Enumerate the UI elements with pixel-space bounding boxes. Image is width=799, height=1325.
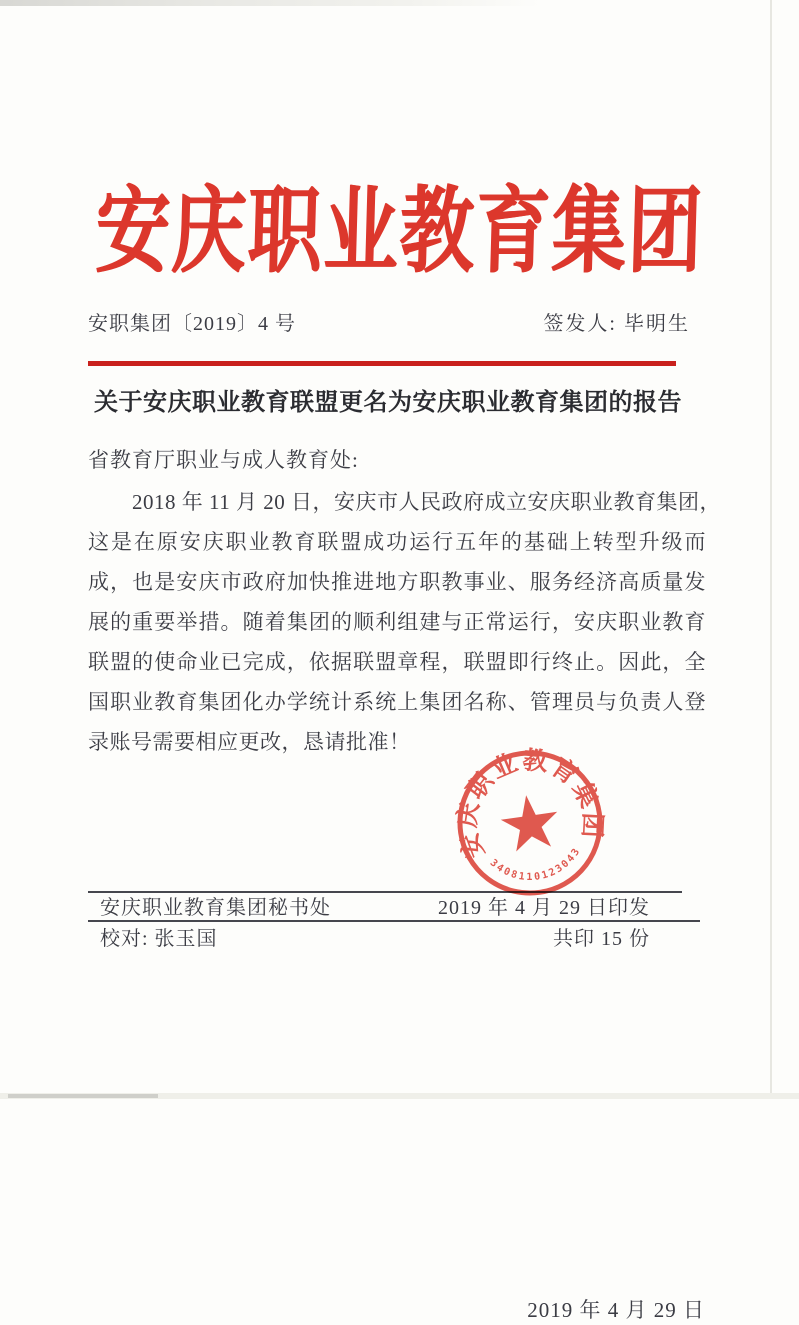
document-number: 安职集团〔2019〕4 号 xyxy=(88,313,296,335)
body-line: 这是在原安庆职业教育联盟成功运行五年的基础上转型升级而 xyxy=(88,530,706,554)
footer-rule-middle xyxy=(88,920,700,922)
document-number-row xyxy=(88,310,690,338)
body-line: 联盟的使命业已完成，依据联盟章程，联盟即行终止。因此，全 xyxy=(88,650,706,674)
print-date: 2019 年 4 月 29 日印发 xyxy=(438,897,650,919)
issuer-name: 签发人: 毕明生 xyxy=(543,313,690,335)
masthead-title: 安庆职业教育集团 xyxy=(94,180,705,286)
body-line: 展的重要举措。随着集团的顺利组建与正常运行，安庆职业教育 xyxy=(88,610,706,634)
proofreader: 校对: 张玉国 xyxy=(100,928,218,950)
footer-row-2 xyxy=(88,926,650,952)
official-seal xyxy=(437,730,622,915)
issue-date: 2019 年 4 月 29 日 xyxy=(527,1298,705,1322)
red-separator-line xyxy=(88,361,676,366)
copies-count: 共印 15 份 xyxy=(553,928,650,950)
body-line: 录账号需要相应更改，恳请批准！ xyxy=(88,730,411,754)
document-title: 关于安庆职业教育联盟更名为安庆职业教育集团的报告 xyxy=(94,389,682,416)
issuing-office: 安庆职业教育集团秘书处 xyxy=(100,897,331,919)
body-line: 成，也是安庆市政府加快推进地方职教事业、服务经济高质量发 xyxy=(88,570,706,594)
scan-artifact-bottom-left xyxy=(8,1094,158,1098)
body-line: 国职业教育集团化办学统计系统上集团名称、管理员与负责人登 xyxy=(88,690,706,714)
seal-graphic xyxy=(437,730,622,915)
salutation: 省教育厅职业与成人教育处: xyxy=(88,448,359,472)
scan-artifact-top-edge xyxy=(0,0,540,6)
seal-ring-text: 安庆职业教育集团 xyxy=(453,747,606,862)
seal-code: 3408110123043 xyxy=(487,845,583,884)
body-line: 2018 年 11 月 20 日，安庆市人民政府成立安庆职业教育集团， xyxy=(132,490,721,514)
five-pointed-star-icon xyxy=(498,791,562,853)
